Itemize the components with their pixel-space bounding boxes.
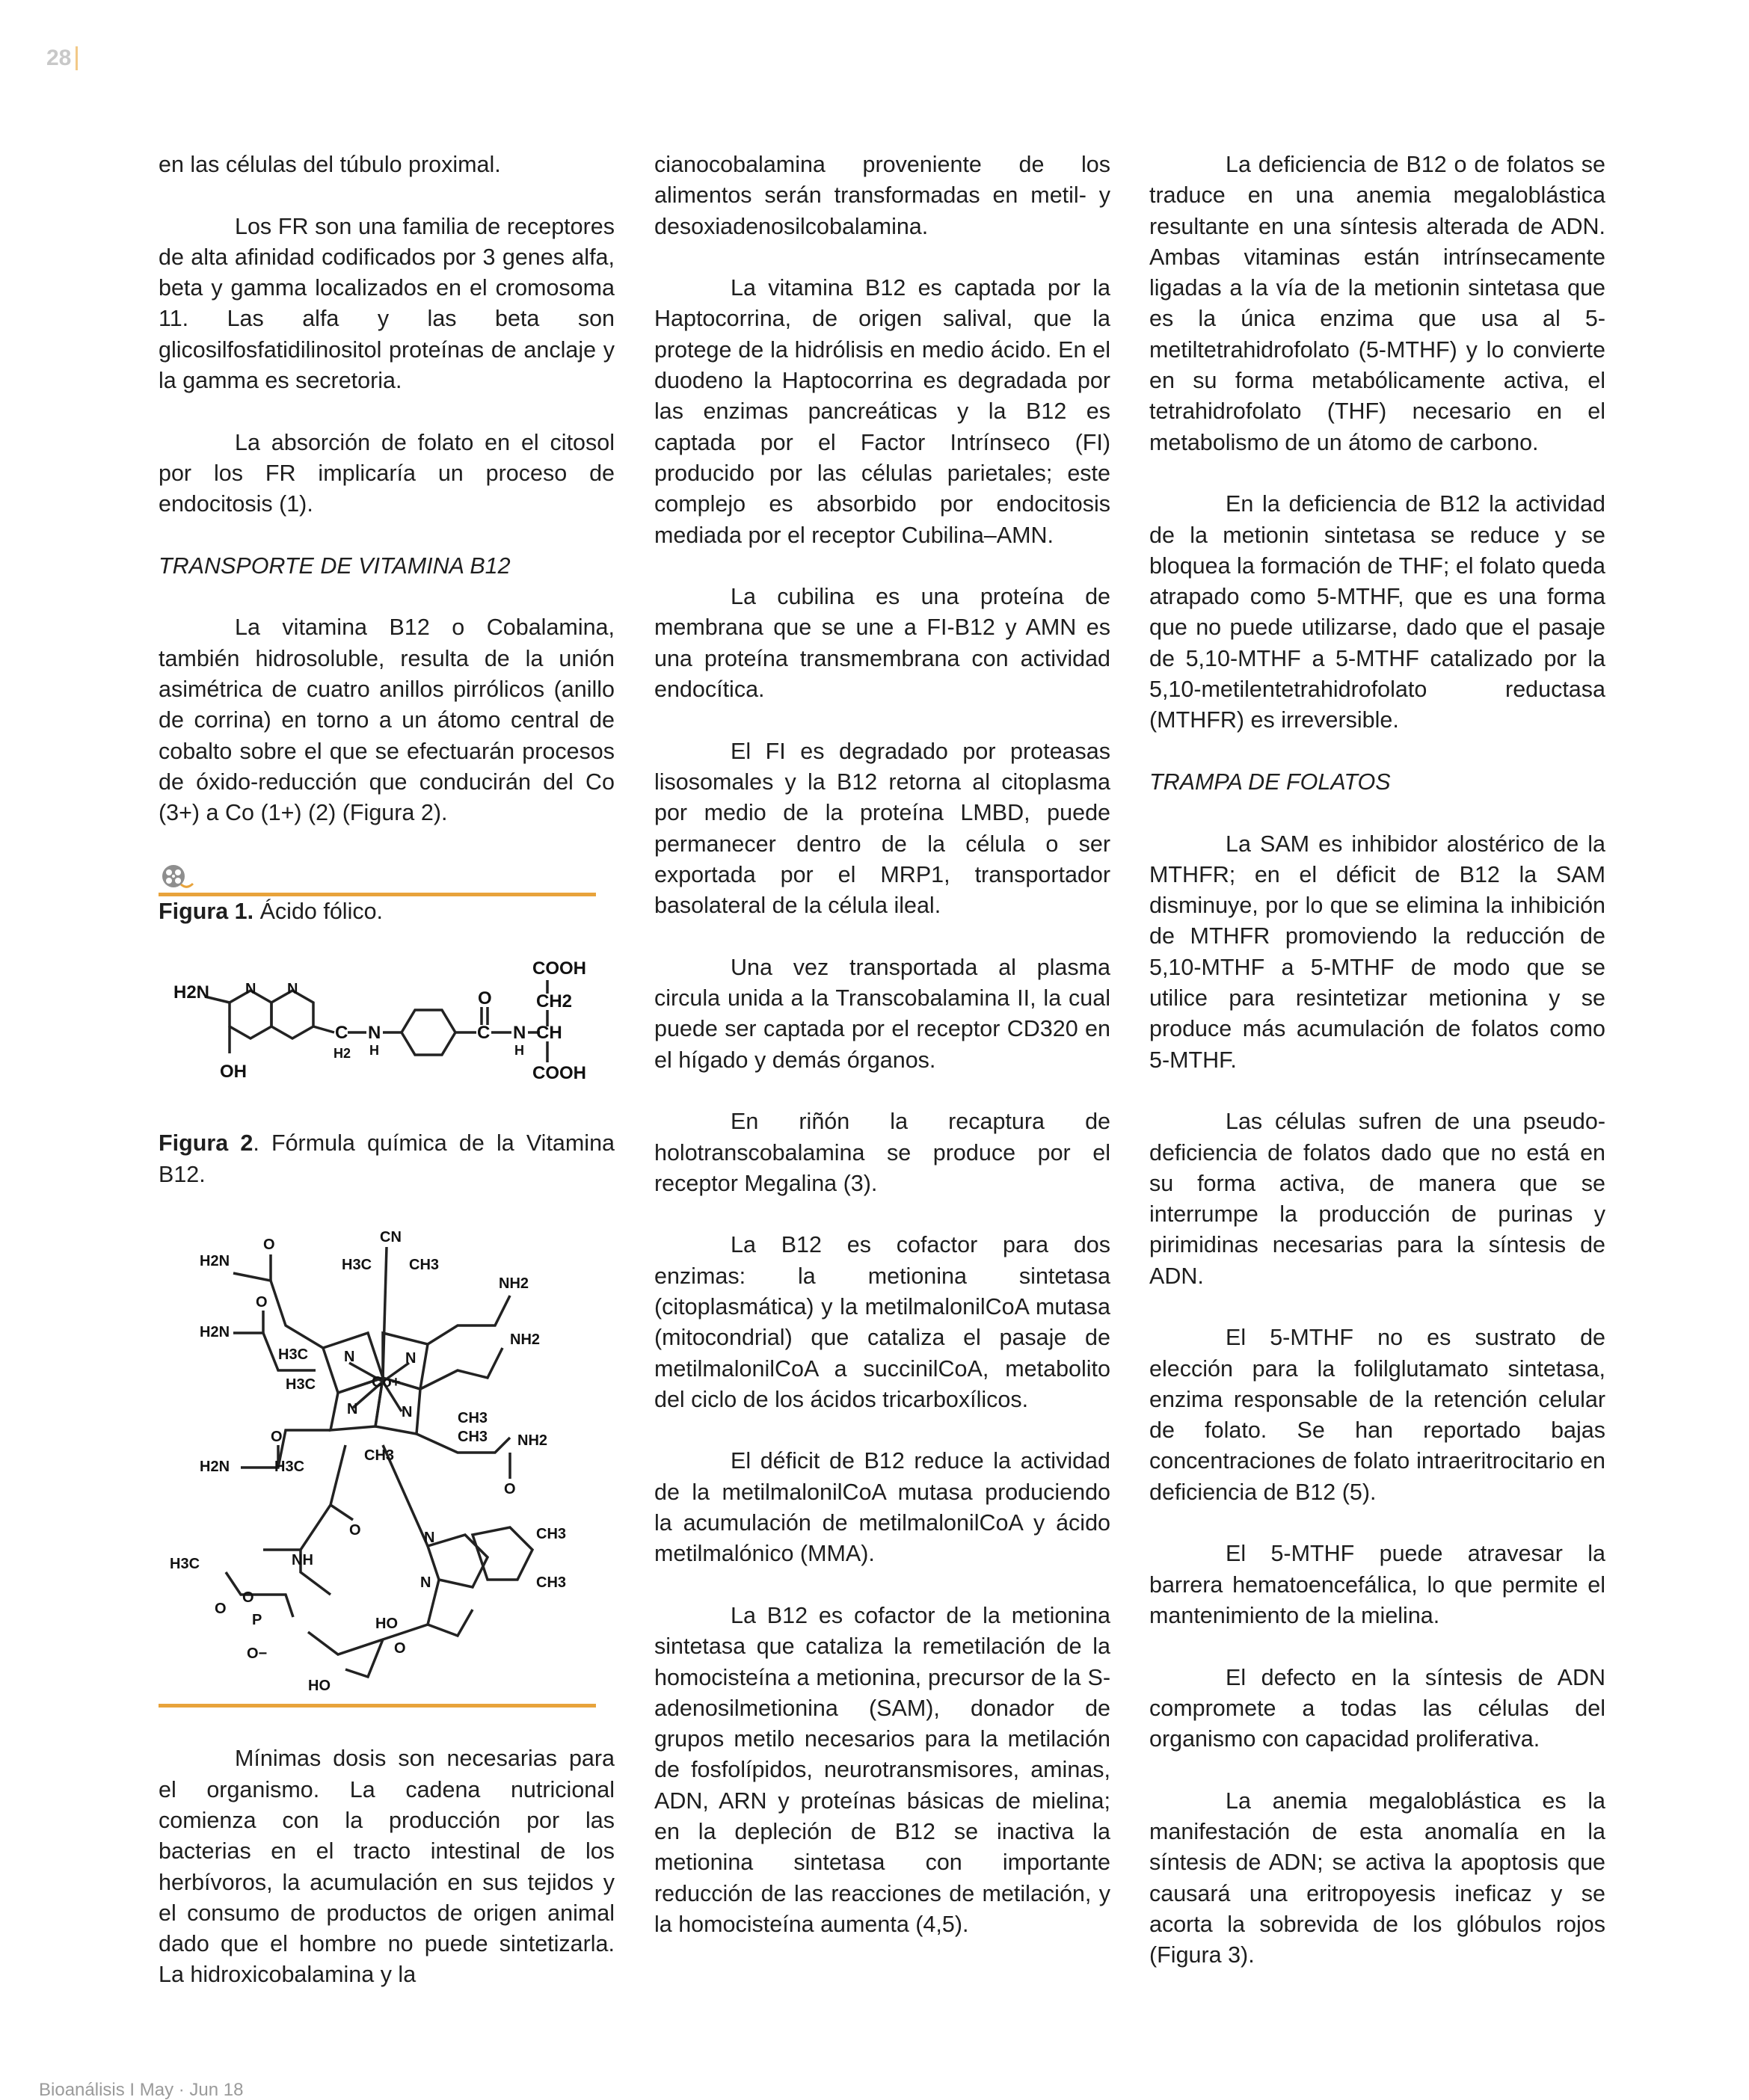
figure-icon-row xyxy=(159,860,615,893)
paragraph: La B12 es cofactor de la metionina sintetasa que cataliza la remetilación de la homocisteína a metionina, precursor de la S-adenosilmetionina (SAM), donador de grupos metilo necesarios para la metilación de fosfolípidos, neurotransmisores, aminas, ADN, ARN y proteínas básicas de mielina; en la depleción de B12 se inactiva la metionina sintetasa con importante reducción de las reacciones de metilación, y la homocisteína aumenta (4,5). xyxy=(654,1602,1110,1937)
paragraph: La anemia megaloblástica es la manifestación de esta anomalía en la síntesis de ADN; se activa la apoptosis que causará una eritropoyesis ineficaz y se acorta la sobrevida de los glóbulos rojos (Figura 3). xyxy=(1149,1788,1605,1968)
nitrogen-label: N xyxy=(424,1530,435,1547)
figure-1-text: Ácido fólico. xyxy=(253,898,384,924)
amide-label: NH2 xyxy=(517,1432,548,1450)
paragraph: En la deficiencia de B12 la actividad de la metionin sintetasa se reduce y se bloquea la formación de THF; el folato queda atrapado como 5-MTHF, que es una forma que no puede utilizarse, dado que el pasaje de 5,10-MTHF a 5-MTHF catalizado por la 5,10-metilentetrahidrofolato reductasa (MTHFR) es irreversible. xyxy=(1149,491,1605,733)
paragraph: La B12 es cofactor para dos enzimas: la metionina sintetasa (citoplasmática) y la metilmalonilCoA mutasa (mitocondrial) que cataliza el pasaje de metilmalonilCoA a succinilCoA, metabolito del ciclo de los ácidos tricarboxílicos. xyxy=(654,1232,1110,1412)
methyl-label: CH3 xyxy=(409,1257,440,1274)
amide-label: H2N xyxy=(200,1324,230,1341)
methyl-label: H3C xyxy=(274,1459,305,1476)
section-heading: TRANSPORTE DE VITAMINA B12 xyxy=(159,552,511,579)
paragraph: Mínimas dosis son necesarias para el organismo. La cadena nutricional comienza con la producción por las bacterias en el tracto intestinal de los herbívoros, la acumulación en sus tejidos y el consumo de productos de origen animal dado que el hombre no puede sintetizarla. La hidroxicobalamina y la xyxy=(159,1746,615,1988)
paragraph: Los FR son una familia de receptores de alta afinidad codificados por 3 genes alfa, beta y gamma localizados en el cromosoma 11. Las alfa y las beta son glicosilfosfatidilinositol proteínas de anclaje y la gamma es secretoria. xyxy=(159,213,615,394)
nitrogen-label: N xyxy=(420,1574,431,1592)
nitrogen-label: N xyxy=(245,981,256,998)
methyl-label: CH3 xyxy=(458,1429,488,1446)
amide-label: H2N xyxy=(200,1253,230,1270)
methyl-label: H3C xyxy=(342,1257,372,1274)
methyl-label: H3C xyxy=(170,1556,200,1573)
carboxyl-label: COOH xyxy=(532,1063,586,1084)
figure-1-caption xyxy=(159,896,615,927)
oxygen-label: O xyxy=(504,1481,516,1498)
paragraph: cianocobalamina proveniente de los alimentos serán transformadas en metil- y desoxiadenosilcobalamina. xyxy=(654,152,1110,239)
oxygen-label: O xyxy=(349,1522,361,1539)
oxygen-label: O xyxy=(271,1429,283,1446)
hydrogen-label: H xyxy=(514,1043,524,1059)
paragraph: El déficit de B12 reduce la actividad de la metilmalonilCoA mutasa produciendo la acumulación de metilmalonilCoA y ácido metilmalónico (MMA). xyxy=(654,1448,1110,1567)
figure-1-label: Figura 1. xyxy=(159,898,254,924)
paragraph: El 5-MTHF puede atravesar la barrera hematoencefálica, lo que permite el mantenimiento de la mielina. xyxy=(1149,1541,1605,1628)
nitrogen-label: N xyxy=(347,1401,358,1418)
folic-acid-structure xyxy=(159,958,615,1107)
hydrogen-label: H2 xyxy=(333,1046,351,1062)
amide-label: NH2 xyxy=(499,1275,529,1293)
figure-divider xyxy=(159,1704,596,1708)
film-reel-icon xyxy=(159,860,203,893)
methyl-label: CH3 xyxy=(536,1526,567,1543)
amine-label: H2N xyxy=(173,982,210,1003)
methyl-label: CH3 xyxy=(364,1447,395,1465)
oxygen-label: O xyxy=(242,1589,254,1607)
oxygen-label: O xyxy=(478,988,492,1009)
figure-2-label: Figura 2 xyxy=(159,1130,253,1157)
paragraph: La deficiencia de B12 o de folatos se traduce en una anemia megaloblástica resultante en una síntesis alterada de ADN. Ambas vitaminas están intrínsecamente ligadas a la vía de la metionin sintetasa que es la única enzima que usa al 5-metiltetrahidrofolato (5-MTHF) y lo convierte en su forma metabólicamente activa, el tetrahidrofolato (THF) necesario en el metabolismo de un átomo de carbono. xyxy=(1149,152,1605,455)
section-heading: TRAMPA DE FOLATOS xyxy=(1149,769,1391,795)
column-left xyxy=(159,150,615,2022)
carbon-label: C xyxy=(335,1023,348,1044)
hydroxyl-label: HO xyxy=(308,1678,331,1695)
paragraph: La cubilina es una proteína de membrana que se une a FI-B12 y AMN es una proteína transmembrana con actividad endocítica. xyxy=(654,584,1110,703)
vitamin-b12-structure xyxy=(159,1221,615,1699)
nitrogen-label: N xyxy=(368,1023,381,1044)
paragraph: El defecto en la síntesis de ADN compromete a todas las células del organismo con capacidad proliferativa. xyxy=(1149,1664,1605,1752)
paragraph: en las células del túbulo proximal. xyxy=(159,152,501,177)
methyl-label: CH3 xyxy=(536,1574,567,1592)
oxygen-label: O xyxy=(215,1601,227,1618)
paragraph: El FI es degradado por proteasas lisosomales y la B12 retorna al citoplasma por medio de la proteína LMBD, puede permanecer dentro de la célula o ser exportada por el MRP1, transportador basolateral de la célula ileal. xyxy=(654,738,1110,919)
paragraph: Una vez transportada al plasma circula unida a la Transcobalamina II, la cual puede ser captada por el receptor CD320 en el hígado y demás órganos. xyxy=(654,954,1110,1073)
phosphorus-label: P xyxy=(252,1612,262,1629)
paragraph: La vitamina B12 es captada por la Haptocorrina, de origen salival, que la protege de la hidrólisis en medio ácido. En el duodeno la Haptocorrina es degradada por las enzimas pancreáticas y la B12 es captada por el Factor Intrínseco (FI) producido por las células parietales; este complejo es absorbido por endocitosis mediada por el receptor Cubilina–AMN. xyxy=(654,275,1110,548)
paragraph: En riñón la recaptura de holotranscobalamina se produce por el receptor Megalina (3). xyxy=(654,1109,1110,1196)
cobalt-label: Co+ xyxy=(372,1374,401,1391)
nitrogen-label: N xyxy=(405,1350,416,1367)
nitrogen-label: N xyxy=(402,1404,413,1421)
oxygen-label: O xyxy=(394,1640,406,1657)
column-right xyxy=(1149,150,1605,2002)
paragraph: La absorción de folato en el citosol por los FR implicaría un proceso de endocitosis (1). xyxy=(159,429,615,517)
paragraph: La SAM es inhibidor alostérico de la MTHFR; en el déficit de B12 la SAM disminuye, por lo que se elimina la inhibición de MTHFR promoviendo la reducción de 5,10-MTHF a 5-MTHF de modo que se utilice para resintetizar metionina y se produce más acumulación de folatos como 5-MTHF. xyxy=(1149,831,1605,1073)
figure-2-caption xyxy=(159,1128,615,1190)
hydrogen-label: H xyxy=(369,1043,379,1059)
paragraph: El 5-MTHF no es sustrato de elección para la folilglutamato sintetasa, enzima responsable de la retención celular de folato. Se han reportado bajas concentraciones de folato intraeritrocitario en deficiencia de B12 (5). xyxy=(1149,1325,1605,1505)
methylene-label: CH2 xyxy=(536,991,573,1012)
paragraph: Las células sufren de una pseudo-deficiencia de folatos dado que no está en su forma activa, de manera que se interrumpe la producción de purinas y pirimidinas necesarias para la síntesis de ADN. xyxy=(1149,1109,1605,1289)
methyl-label: H3C xyxy=(286,1376,316,1394)
nitrogen-label: N xyxy=(287,981,298,998)
paragraph: La vitamina B12 o Cobalamina, también hidrosoluble, resulta de la unión asimétrica de cuatro anillos pirrólicos (anillo de corrina) en torno a un átomo central de cobalto sobre el que se efectuarán procesos de óxido-reducción que conducirán del Co (3+) a Co (1+) (2) (Figura 2). xyxy=(159,615,615,826)
nitrogen-label: N xyxy=(513,1023,526,1044)
methine-label: CH xyxy=(536,1023,562,1044)
oxygen-label: O xyxy=(263,1237,275,1254)
methyl-label: H3C xyxy=(278,1346,309,1364)
oxygen-anion-label: O− xyxy=(247,1645,268,1663)
figure-2-text: . Fórmula química de la Vitamina B12. xyxy=(159,1130,615,1187)
carbon-label: C xyxy=(477,1023,491,1044)
oxygen-label: O xyxy=(256,1294,268,1311)
cyano-label: CN xyxy=(380,1229,402,1246)
nitrogen-label: N xyxy=(344,1349,355,1366)
methyl-label: CH3 xyxy=(458,1410,488,1427)
amide-nitrogen-label: NH xyxy=(292,1552,313,1569)
column-middle xyxy=(654,150,1110,1971)
carboxyl-label: COOH xyxy=(532,958,586,979)
page-footer: Bioanálisis I May · Jun 18 xyxy=(39,2080,244,2100)
page-number: 28 xyxy=(46,46,78,70)
hydroxyl-label: HO xyxy=(375,1616,398,1633)
amide-label: H2N xyxy=(200,1459,230,1476)
amide-label: NH2 xyxy=(510,1331,541,1349)
hydroxyl-label: OH xyxy=(220,1062,247,1083)
